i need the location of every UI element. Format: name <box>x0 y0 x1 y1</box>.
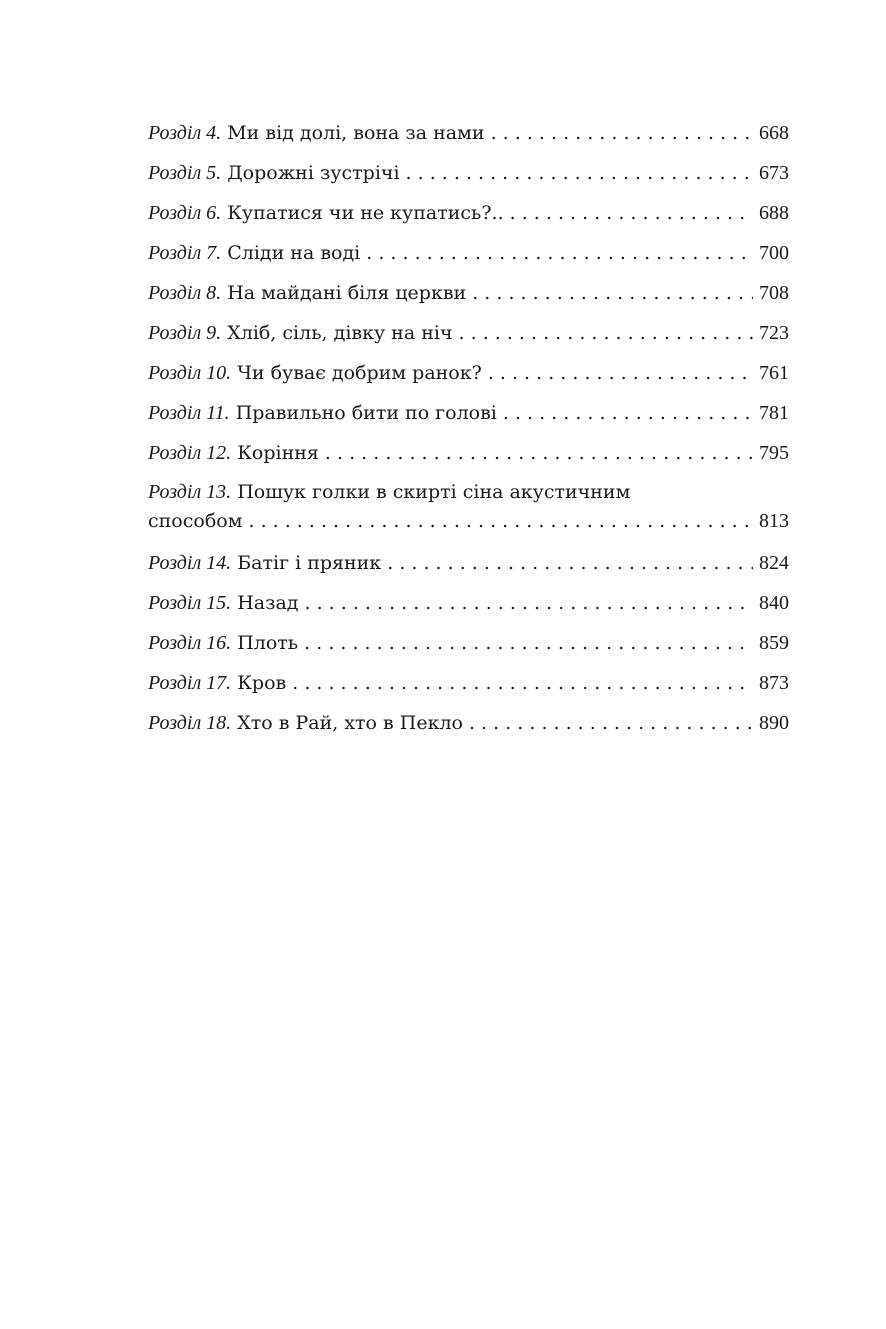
page-number: 673 <box>759 162 789 184</box>
chapter-label: Розділ 5. <box>148 162 222 184</box>
page-number: 873 <box>759 672 789 694</box>
dot-leader <box>248 507 753 536</box>
toc-entry-chapter-4[interactable] <box>148 115 789 155</box>
chapter-title: Пошук голки в скирті сіна акустичним <box>237 481 631 503</box>
chapter-title: Ми від долі, вона за нами <box>227 122 485 144</box>
toc-entry-chapter-14[interactable] <box>148 545 789 585</box>
chapter-title-continued: способом <box>148 510 243 532</box>
table-of-contents <box>148 115 789 745</box>
toc-entry-chapter-9[interactable] <box>148 315 789 355</box>
dot-leader <box>366 235 753 271</box>
chapter-label: Розділ 11. <box>148 402 230 424</box>
chapter-label: Розділ 7. <box>148 242 222 264</box>
toc-entry-chapter-15[interactable] <box>148 585 789 625</box>
page-number: 840 <box>759 592 789 614</box>
chapter-title: Купатися чи не купатись?.. <box>227 202 504 224</box>
page-number: 688 <box>759 202 789 224</box>
page-number: 700 <box>759 242 789 264</box>
dot-leader <box>406 155 753 191</box>
dot-leader <box>503 395 753 431</box>
page-number: 761 <box>759 362 789 384</box>
dot-leader <box>292 665 753 701</box>
chapter-label: Розділ 6. <box>148 202 222 224</box>
chapter-label: Розділ 9. <box>148 322 222 344</box>
dot-leader <box>459 315 753 351</box>
chapter-label: Розділ 12. <box>148 442 232 464</box>
toc-entry-chapter-18[interactable] <box>148 705 789 745</box>
chapter-label: Розділ 8. <box>148 282 222 304</box>
chapter-label: Розділ 17. <box>148 672 232 694</box>
chapter-title: Батіг і пряник <box>237 552 382 574</box>
dot-leader <box>304 625 753 661</box>
toc-entry-chapter-7[interactable] <box>148 235 789 275</box>
chapter-heading-line <box>148 478 789 507</box>
page-number: 859 <box>759 632 789 654</box>
chapter-title: Назад <box>237 592 299 614</box>
toc-entry-chapter-12[interactable] <box>148 435 789 475</box>
page-number: 708 <box>759 282 789 304</box>
dot-leader <box>491 115 753 151</box>
chapter-label: Розділ 18. <box>148 712 232 734</box>
page-number: 890 <box>759 712 789 734</box>
chapter-title: Плоть <box>237 632 299 654</box>
dot-leader <box>510 195 753 231</box>
chapter-label: Розділ 4. <box>148 122 222 144</box>
page-number: 723 <box>759 322 789 344</box>
toc-entry-chapter-17[interactable] <box>148 665 789 705</box>
toc-entry-chapter-10[interactable] <box>148 355 789 395</box>
dot-leader <box>469 705 753 741</box>
chapter-title: Хто в Рай, хто в Пекло <box>237 712 463 734</box>
toc-entry-chapter-11[interactable] <box>148 395 789 435</box>
chapter-title: На майдані біля церкви <box>227 282 467 304</box>
chapter-title: Хліб, сіль, дівку на ніч <box>227 322 453 344</box>
chapter-label: Розділ 13. <box>148 481 232 503</box>
chapter-label: Розділ 10. <box>148 362 232 384</box>
chapter-label: Розділ 15. <box>148 592 232 614</box>
page-number: 795 <box>759 442 789 464</box>
dot-leader <box>325 435 753 471</box>
chapter-label: Розділ 14. <box>148 552 232 574</box>
toc-entry-chapter-5[interactable] <box>148 155 789 195</box>
chapter-title-continuation <box>148 507 789 536</box>
toc-entry-chapter-6[interactable] <box>148 195 789 235</box>
toc-entry-chapter-8[interactable] <box>148 275 789 315</box>
page-number: 824 <box>759 552 789 574</box>
dot-leader <box>488 355 753 391</box>
page-number: 813 <box>759 510 789 532</box>
chapter-title: Чи буває добрим ранок? <box>237 362 482 384</box>
page-number: 781 <box>759 402 789 424</box>
page-number: 668 <box>759 122 789 144</box>
toc-entry-chapter-16[interactable] <box>148 625 789 665</box>
chapter-title: Сліди на воді <box>227 242 361 264</box>
chapter-title: Кров <box>237 672 287 694</box>
dot-leader <box>472 275 753 311</box>
toc-entry-chapter-13[interactable] <box>148 475 789 545</box>
dot-leader <box>387 545 753 581</box>
chapter-title: Правильно бити по голові <box>235 402 497 424</box>
dot-leader <box>305 585 753 621</box>
chapter-label: Розділ 16. <box>148 632 232 654</box>
chapter-title: Коріння <box>237 442 319 464</box>
chapter-title: Дорожні зустрічі <box>227 162 400 184</box>
